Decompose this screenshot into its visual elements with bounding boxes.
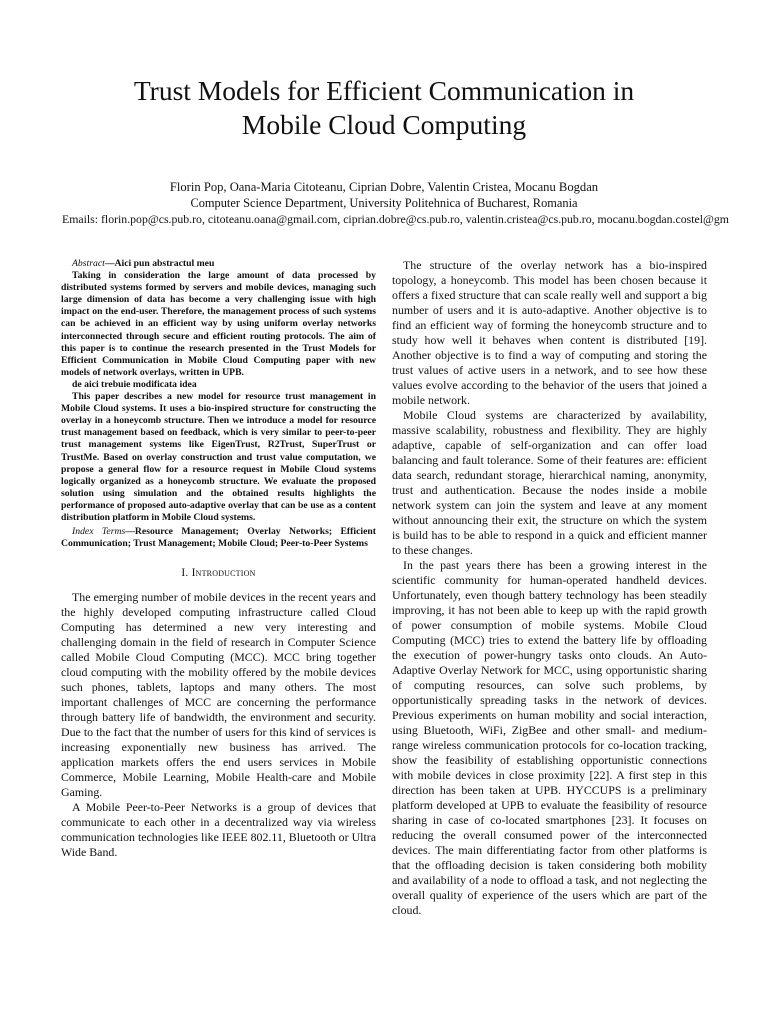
index-terms-label: Index Terms: [72, 526, 126, 538]
abstract-paragraph-1: Taking in consideration the large amount of data processed by distributed systems formed by servers and mobile devices, managing such large dimension of data has become a very challenging issue with high impact on the end-user. Therefore, the management process of such systems can be achieved in an efficient way by using uniform overlay networks interconnected through secure and efficient routing protocols. The aim of this paper is to continue the research presented in the Trust Models for Efficient Communication in Mobile Cloud Computing paper with new models of network overlays, written in UPB.: [61, 270, 376, 378]
paper-title: [0, 74, 768, 142]
introduction-body: [61, 590, 376, 860]
author-list: Florin Pop, Oana-Maria Citoteanu, Ciprian Dobre, Valentin Cristea, Mocanu Bogdan: [169, 180, 599, 194]
affiliation: Computer Science Department, University Politehnica of Bucharest, Romania: [190, 196, 578, 210]
abstract-paragraph-2: This paper describes a new model for resource trust management in Mobile Cloud systems. It uses a bio-inspired structure for constructing the overlay in a honeycomb structure. Then we introduce a model for resource trust management based on feedback, which is very similar to peer-to-peer trust management systems like EigenTrust, R2Trust, SuperTrust or TrustMe. Based on overlay construction and trust value computation, we propose a general flow for a resource request in Mobile Cloud systems logically organized as a honeycomb structure. We evaluate the proposed solution using simulation and the obtained results highlights the performance of proposed auto-adaptive overlay that can be use as a content distribution platform in Mobile Cloud systems.: [61, 391, 376, 523]
right-paragraph-3: In the past years there has been a growing interest in the scientific community for human-operated handheld devices. Unfortunately, even though battery technology has been steadily improving, it has not been able to keep up with the rapid growth of power consumption of mobile systems. Mobile Cloud Computing (MCC) tries to extend the battery life by offloading the execution of power-hungry tasks onto clouds. An Auto-Adaptive Overlay Network for MCC, using opportunistic sharing of computing resources, can solve such problems, by opportunistically spreading tasks in the network of devices. Previous experiments on human mobility and social interaction, using Bluetooth, WiFi, ZigBee and other small- and medium-range wireless communication protocols for co-location tracking, show the feasibility of establishing opportunistic connections with mobile devices in close proximity [22]. A first step in this direction has been taken at UPB. HYCCUPS is a preliminary platform developed at UPB to evaluate the feasibility of resource sharing in case of co-located smartphones [23]. It focuses on reducing the overall consumed power of the interconnected devices. The main differentiating factor from other platforms is that the offloading decision is taken considering both mobility and availability of a node to offload a task, and not neglecting the overall quality of experience of the users which are part of the cloud.: [392, 558, 707, 917]
abstract-note: de aici trebuie modificata idea: [72, 378, 197, 390]
abstract-placeholder: —Aici pun abstractul meu: [104, 258, 215, 269]
index-terms-text: —Resource Management; Overlay Networks; Efficient Communication; Trust Management; Mobile Cloud; Peer-to-Peer Systems: [61, 526, 376, 550]
paper-title-line-2: Mobile Cloud Computing: [241, 109, 527, 140]
introduction-paragraph-2: A Mobile Peer-to-Peer Networks is a group of devices that communicate to each other in a decentralized way via wireless communication technologies like IEEE 802.11, Bluetooth or Ultra Wide Band.: [61, 800, 376, 860]
abstract: [61, 258, 376, 524]
index-terms: [61, 526, 376, 550]
right-paragraph-1: The structure of the overlay network has a bio-inspired topology, a honeycomb. This model has been chosen because it offers a fixed structure that can scale really well and support a big number of users and it is auto-adaptive. Another objective is to find an efficient way of forming the honeycomb structure and to study how well it behaves when content is distributed [19]. Another objective is to find a way of computing and storing the trust values of active users in a network, and to see how these values evolve according to the behavior of the users that joined a mobile network.: [392, 258, 707, 407]
abstract-label: Abstract: [72, 258, 105, 269]
introduction-paragraph-1: The emerging number of mobile devices in the recent years and the highly developed computing infrastructure called Cloud Computing has determined a new very interesting and challenging domain in the field of research in Computer Science called Mobile Cloud Computing (MCC). MCC bring together cloud computing with the mobility offered by the mobile devices such phones, tablets, laptops and many others. The most important challenges of MCC are concerning the performance through battery life of bandwidth, the environment and security. Due to the fact that the number of users for this kind of services is increasing exponentially new business has arrived. The application markets offers the end users services in Mobile Commerce, Mobile Learning, Mobile Health-care and Mobile Gaming.: [61, 590, 376, 800]
right-paragraph-2: Mobile Cloud systems are characterized by availability, massive scalability, robustness and flexibility. They are highly adaptive, capable of self-organization and can offer load balancing and fault tolerance. Some of their features are: efficient data search, redundant storage, hierarchical naming, anonymity, trust and authentication. Because the nodes inside a mobile network system can join the system and leave at any moment without announcing their exit, the structure on which the system is build has to be able to respond in a quick and efficient manner to these changes.: [392, 408, 707, 557]
left-column: [61, 258, 376, 860]
section-heading-introduction: I. Introduction: [181, 567, 256, 580]
right-column: [392, 258, 707, 918]
abstract-intro: [61, 258, 376, 270]
paper-title-line-1: Trust Models for Efficient Communication in: [133, 75, 635, 106]
email-list: Emails: florin.pop@cs.pub.ro, citoteanu.oana@gmail.com, ciprian.dobre@cs.pub.ro, valentin.cristea@cs.pub.ro, mocanu.bogdan.costel@gm: [62, 212, 729, 226]
